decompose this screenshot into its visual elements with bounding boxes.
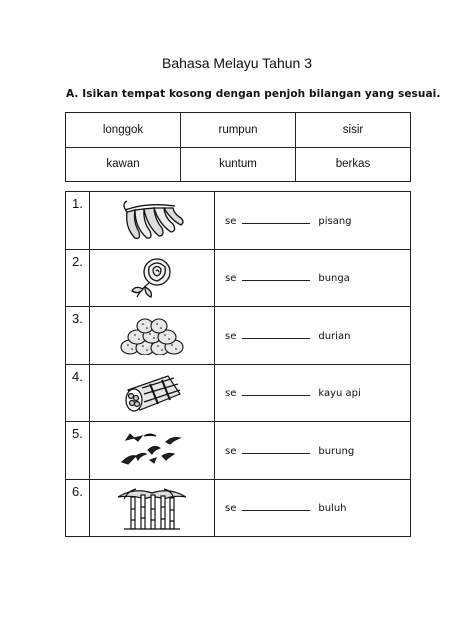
item-prefix: se	[225, 330, 237, 342]
word-bank-cell: berkas	[296, 147, 411, 182]
answer-blank[interactable]	[242, 271, 310, 281]
exercise-table	[65, 191, 411, 537]
item-number: 6.	[66, 479, 90, 537]
exercise-row	[66, 192, 411, 250]
item-noun: buluh	[318, 503, 347, 515]
item-number: 1.	[66, 192, 90, 250]
item-number: 5.	[66, 422, 90, 480]
answer-blank[interactable]	[242, 444, 310, 454]
instruction-text: A. Isikan tempat kosong dengan penjoh bilangan yang sesuai.	[66, 88, 441, 100]
item-number: 4.	[66, 364, 90, 422]
item-prefix: se	[225, 215, 237, 227]
answer-blank[interactable]	[242, 386, 310, 396]
item-noun: bunga	[318, 273, 350, 285]
item-noun: durian	[318, 330, 351, 342]
word-bank-row	[66, 147, 411, 182]
exercise-row	[66, 307, 411, 365]
firewood-bundle-icon	[118, 372, 186, 414]
exercise-row	[66, 422, 411, 480]
item-number: 2.	[66, 249, 90, 307]
item-number: 3.	[66, 307, 90, 365]
answer-blank[interactable]	[242, 214, 310, 224]
item-prefix: se	[225, 503, 237, 515]
item-prefix: se	[225, 273, 237, 285]
word-bank-cell: longgok	[66, 113, 181, 148]
banana-bunch-icon	[117, 198, 187, 242]
worksheet-title: Bahasa Melayu Tahun 3	[162, 55, 312, 71]
word-bank-table	[65, 112, 411, 182]
word-bank-row	[66, 113, 411, 148]
word-bank-cell: kuntum	[181, 147, 296, 182]
item-noun: kayu api	[318, 388, 361, 400]
word-bank-cell: kawan	[66, 147, 181, 182]
birds-flock-icon	[116, 430, 188, 470]
durian-pile-icon	[118, 315, 186, 355]
bamboo-clump-icon	[114, 485, 190, 531]
exercise-row	[66, 364, 411, 422]
exercise-row	[66, 479, 411, 537]
word-bank-cell: sisir	[296, 113, 411, 148]
item-noun: burung	[318, 445, 355, 457]
word-bank-cell: rumpun	[181, 113, 296, 148]
item-prefix: se	[225, 445, 237, 457]
exercise-row	[66, 249, 411, 307]
answer-blank[interactable]	[242, 501, 310, 511]
flower-icon	[127, 255, 177, 301]
answer-blank[interactable]	[242, 329, 310, 339]
item-prefix: se	[225, 388, 237, 400]
item-noun: pisang	[318, 215, 352, 227]
